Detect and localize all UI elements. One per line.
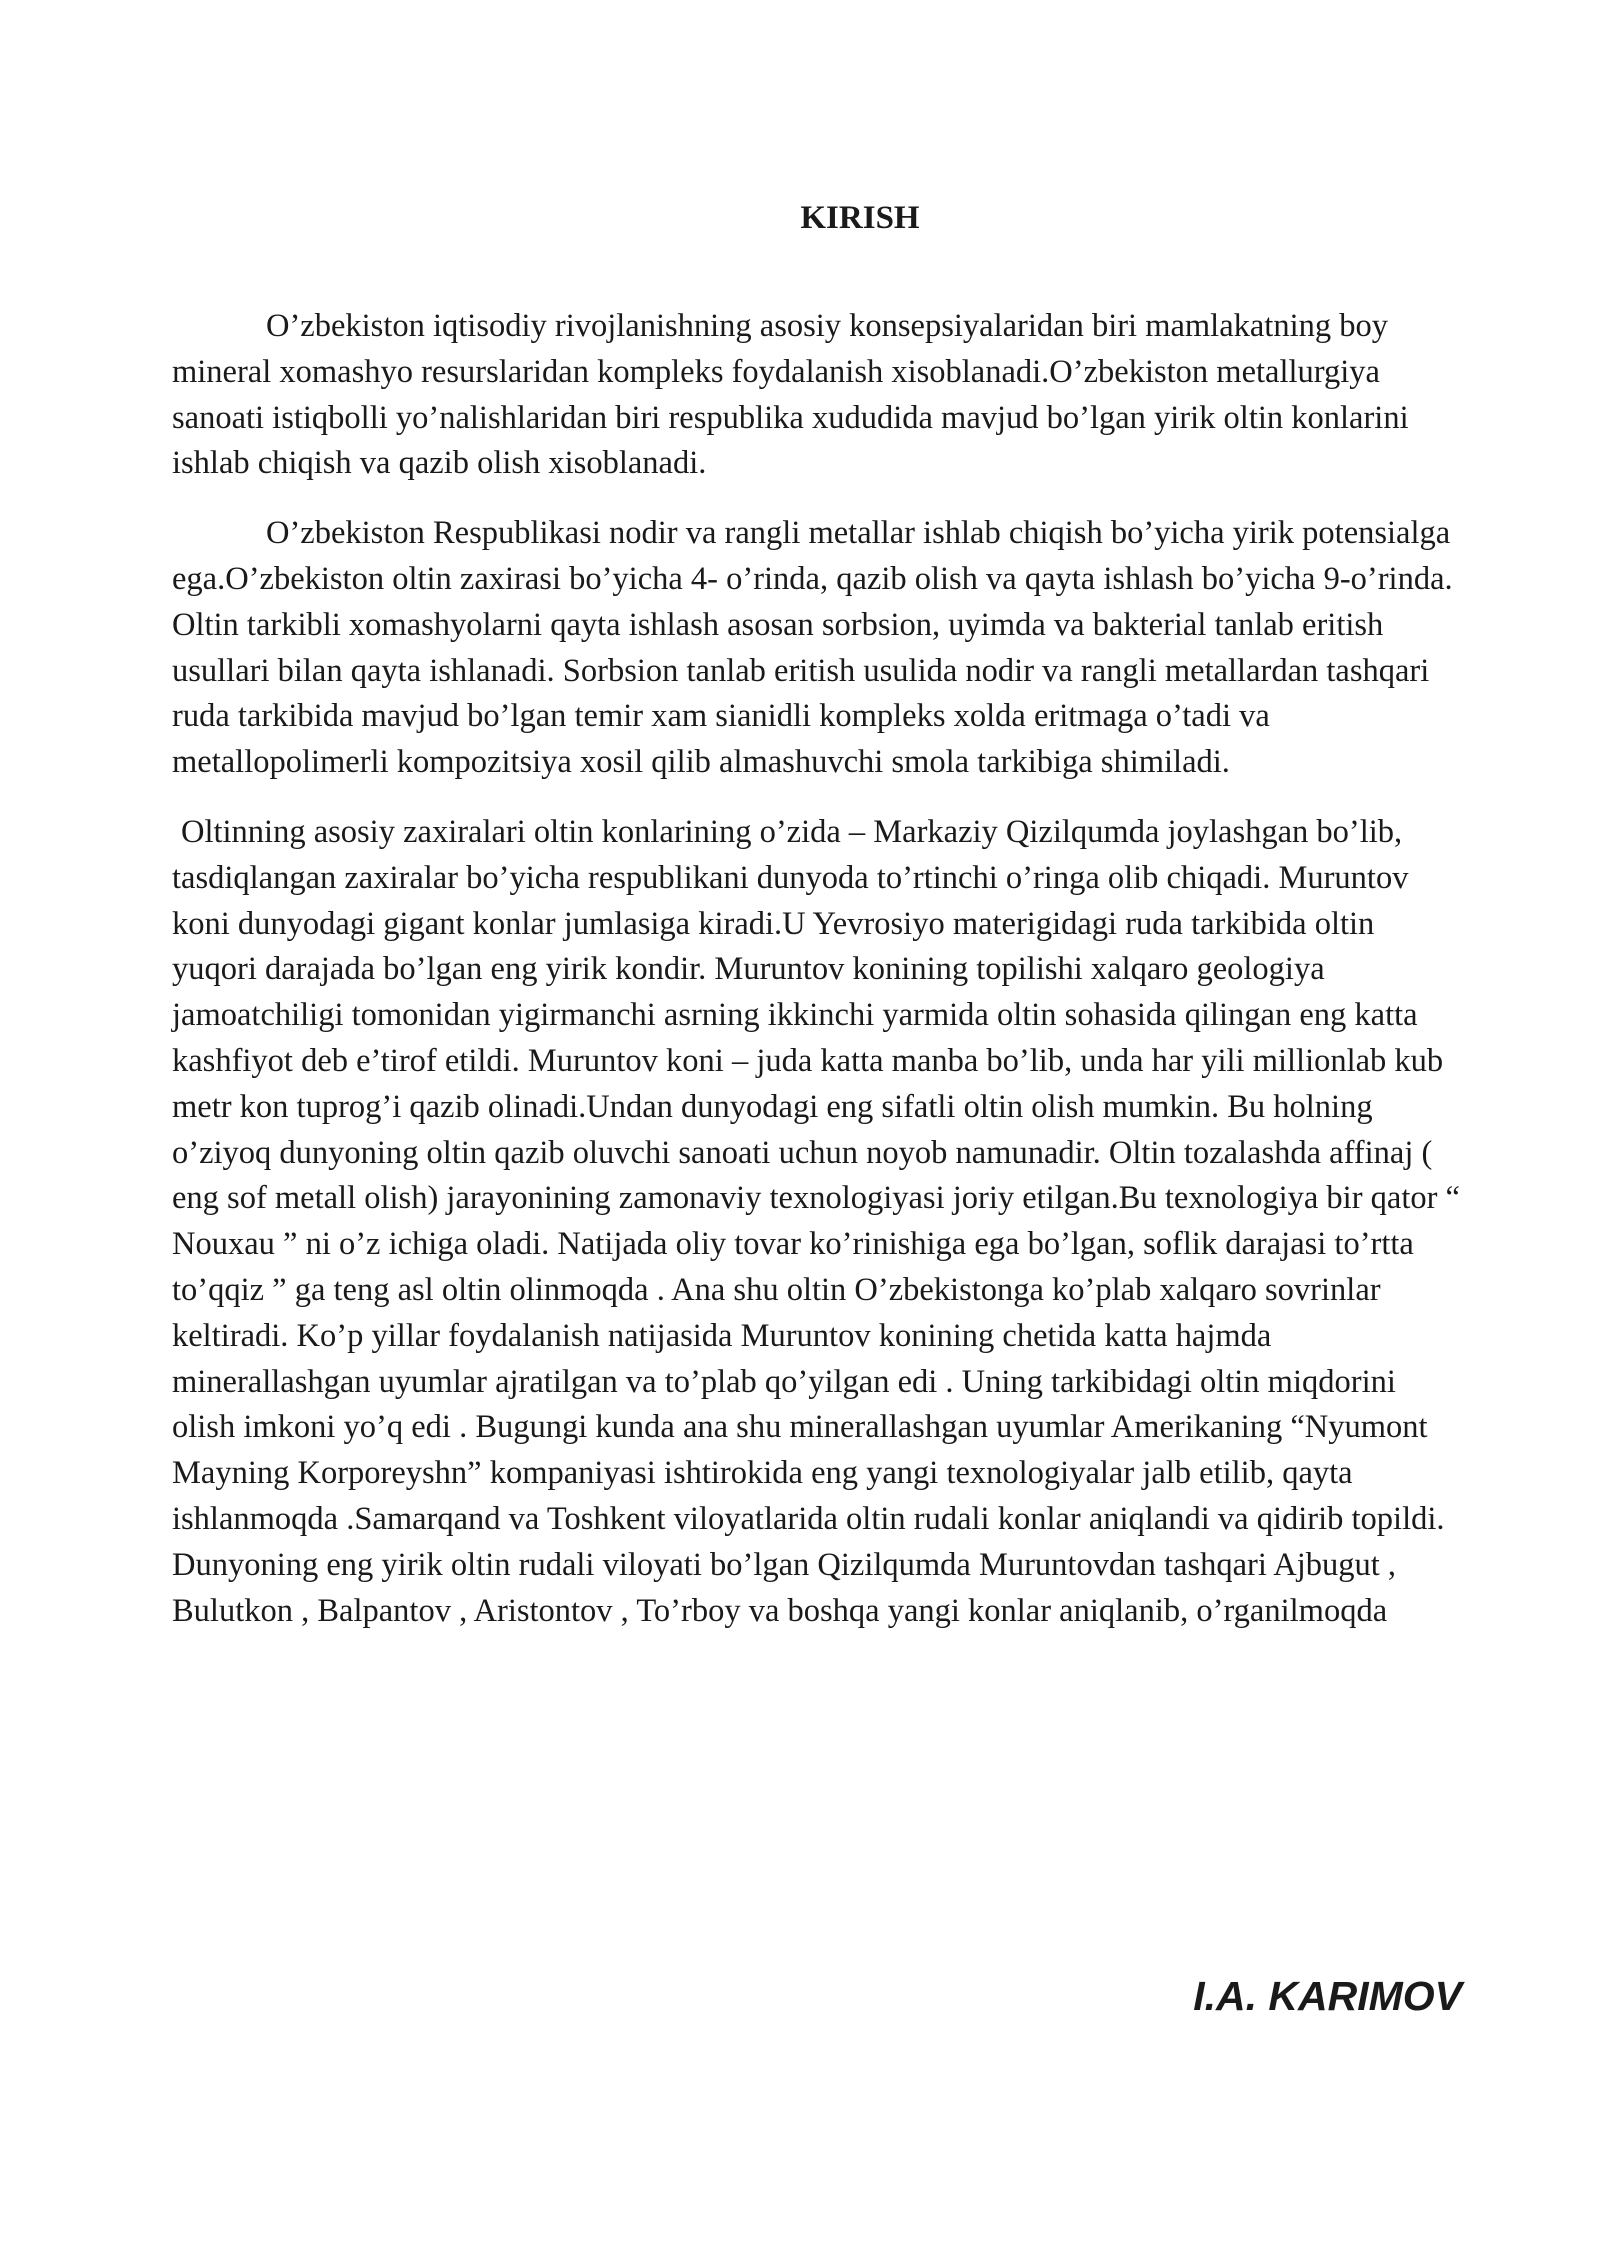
body-text	[172, 304, 1462, 1658]
paragraph-potential: O’zbekiston Respublikasi nodir va rangli metallar ishlab chiqish bo’yicha yirik potensialga ega.O’zbekiston oltin zaxirasi bo’yicha 4- o’rinda, qazib olish va qayta ishlash bo’yicha 9-o’rinda. Oltin tarkibli xomashyolarni qayta ishlash asosan sorbsion, uyimda va bakterial tanlab eritish usullari bilan qayta ishlanadi. Sorbsion tanlab eritish usulida nodir va rangli metallardan tashqari ruda tarkibida mavjud bo’lgan temir xam sianidli kompleks xolda eritmaga o’tadi va metallopolimerli kompozitsiya xosil qilib almashuvchi smola tarkibiga shimiladi.	[172, 515, 1453, 781]
paragraph-reserves: Oltinning asosiy zaxiralari oltin konlarining o’zida – Markaziy Qizilqumda joylashgan bo’lib, tasdiqlangan zaxiralar bo’yicha respublikani dunyoda to’rtinchi o’ringa olib chiqadi. Muruntov koni dunyodagi gigant konlar jumlasiga kiradi.U Yevrosiyo materigidagi ruda tarkibida oltin yuqori darajada bo’lgan eng yirik kondir. Muruntov konining topilishi xalqaro geologiya jamoatchiligi tomonidan yigirmanchi asrning ikkinchi yarmida oltin sohasida qilingan eng katta kashfiyot deb e’tirof etildi. Muruntov koni – juda katta manba bo’lib, unda har yili millionlab kub metr kon tuprog’i qazib olinadi.Undan dunyodagi eng sifatli oltin olish mumkin. Bu holning o’ziyoq dunyoning oltin qazib oluvchi sanoati uchun noyob namunadir. Oltin tozalashda affinaj ( eng sof metall olish) jarayonining zamonaviy texnologiyasi joriy etilgan.Bu texnologiya bir qator “ Nouxau ” ni o’z ichiga oladi. Natijada oliy tovar ko’rinishiga ega bo’lgan, soflik darajasi to’rtta to’qqiz ” ga teng asl oltin olinmoqda . Ana shu oltin O’zbekistonga ko’plab xalqaro sovrinlar keltiradi. Ko’p yillar foydalanish natijasida Muruntov konining chetida katta hajmda minerallashgan uyumlar ajratilgan va to’plab qo’yilgan edi . Uning tarkibidagi oltin miqdorini olish imkoni yo’q edi . Bugungi kunda ana shu minerallashgan uyumlar Amerikaning “Nyumont Mayning Korporeyshn” kompaniyasi ishtirokida eng yangi texnologiyalar jalb etilib, qayta ishlanmoqda .Samarqand va Toshkent viloyatlarida oltin rudali konlar aniqlandi va qidirib topildi. Dunyoning eng yirik oltin rudali viloyati bo’lgan Qizilqumda Muruntovdan tashqari Ajbugut , Bulutkon , Balpantov , Aristontov , To’rboy va boshqa yangi konlar aniqlanib, o’rganilmoqda	[172, 813, 1460, 1629]
page-title: KIRISH	[800, 200, 920, 236]
paragraph-intro: O’zbekiston iqtisodiy rivojlanishning asosiy konsepsiyalaridan biri mamlakatning boy mineral xomashyo resurslaridan kompleks foydalanish xisoblanadi.O’zbekiston metallurgiya sanoati istiqbolli yo’nalishlaridan biri respublika xududida mavjud bo’lgan yirik oltin konlarini ishlab chiqish va qazib olish xisoblanadi.	[172, 308, 1409, 482]
author-signature: I.A. KARIMOV	[1193, 1973, 1462, 2019]
